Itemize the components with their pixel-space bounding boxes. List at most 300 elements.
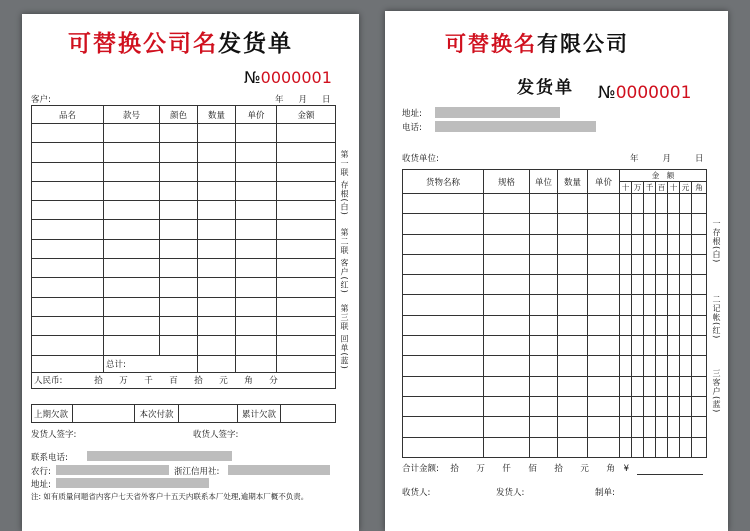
table-row [403, 437, 707, 457]
table-cell[interactable] [558, 396, 588, 416]
table-cell[interactable] [680, 214, 692, 234]
table-cell[interactable] [198, 162, 236, 181]
table-cell[interactable] [644, 417, 656, 437]
table-cell[interactable] [403, 356, 484, 376]
table-cell[interactable] [588, 336, 620, 356]
table-cell[interactable] [277, 124, 336, 143]
copy-label-2: 二记帐(红) [712, 295, 721, 340]
table-cell[interactable] [692, 356, 707, 376]
table-cell[interactable] [236, 278, 277, 297]
table-cell[interactable] [632, 254, 644, 274]
table-cell[interactable] [236, 162, 277, 181]
table-cell[interactable] [558, 437, 588, 457]
table-cell[interactable] [668, 254, 680, 274]
rmb-row [32, 372, 336, 388]
table-cell[interactable] [277, 259, 336, 278]
accum-balance-value[interactable] [281, 405, 336, 423]
table-cell[interactable] [656, 234, 668, 254]
table-cell[interactable] [32, 259, 104, 278]
table-cell[interactable] [558, 194, 588, 214]
table-cell[interactable] [644, 336, 656, 356]
table-cell[interactable] [104, 278, 160, 297]
table-cell[interactable] [198, 181, 236, 200]
total-cell[interactable] [198, 355, 236, 372]
table-cell[interactable] [530, 376, 558, 396]
table-cell[interactable] [236, 316, 277, 335]
table-row [32, 297, 336, 316]
table-cell[interactable] [692, 376, 707, 396]
table-cell[interactable] [620, 315, 632, 335]
table-cell[interactable] [620, 214, 632, 234]
table-cell[interactable] [588, 396, 620, 416]
table-cell[interactable] [198, 201, 236, 220]
column-header: 数量 [558, 170, 588, 194]
table-cell[interactable] [692, 194, 707, 214]
table-cell[interactable] [644, 234, 656, 254]
table-cell[interactable] [644, 396, 656, 416]
table-cell[interactable] [632, 396, 644, 416]
table-cell[interactable] [656, 194, 668, 214]
rmb-unit: 千 [144, 376, 153, 387]
table-cell[interactable] [403, 437, 484, 457]
table-cell[interactable] [668, 417, 680, 437]
amount-digit-header: 元 [680, 182, 692, 194]
table-cell[interactable] [588, 356, 620, 376]
table-cell[interactable] [656, 275, 668, 295]
table-cell[interactable] [656, 214, 668, 234]
amount-digit-header: 十 [620, 182, 632, 194]
table-cell[interactable] [403, 194, 484, 214]
table-cell[interactable] [644, 356, 656, 376]
table-cell[interactable] [277, 201, 336, 220]
table-cell[interactable] [236, 181, 277, 200]
table-cell[interactable] [620, 437, 632, 457]
table-cell[interactable] [644, 315, 656, 335]
total-amount-line [637, 474, 703, 475]
table-cell[interactable] [530, 396, 558, 416]
table-cell[interactable] [403, 396, 484, 416]
table-row [403, 315, 707, 335]
table-cell[interactable] [530, 437, 558, 457]
table-cell[interactable] [32, 201, 104, 220]
address-redacted [56, 478, 209, 488]
right-company-title [445, 31, 629, 57]
table-cell[interactable] [588, 437, 620, 457]
table-cell[interactable] [644, 275, 656, 295]
table-cell[interactable] [668, 194, 680, 214]
column-header: 品名 [32, 106, 104, 124]
table-cell[interactable] [680, 254, 692, 274]
table-row [32, 162, 336, 181]
table-cell[interactable] [680, 356, 692, 376]
table-cell[interactable] [198, 278, 236, 297]
table-cell[interactable] [620, 376, 632, 396]
table-cell[interactable] [277, 143, 336, 162]
date-month: 月 [662, 154, 672, 164]
table-cell[interactable] [558, 275, 588, 295]
right-invoice-sheet [385, 11, 728, 531]
table-cell[interactable] [656, 295, 668, 315]
table-cell[interactable] [588, 214, 620, 234]
amount-digit-header: 百 [656, 182, 668, 194]
table-cell[interactable] [558, 234, 588, 254]
table-cell[interactable] [160, 239, 198, 258]
table-cell[interactable] [32, 278, 104, 297]
table-cell[interactable] [32, 336, 104, 355]
table-cell[interactable] [668, 315, 680, 335]
document-title: 发货单 [218, 31, 293, 57]
yen-sign: ¥ [623, 464, 629, 474]
table-row [403, 417, 707, 437]
table-cell[interactable] [160, 278, 198, 297]
table-cell[interactable] [104, 259, 160, 278]
table-cell[interactable] [484, 356, 530, 376]
table-cell[interactable] [588, 234, 620, 254]
table-cell[interactable] [277, 239, 336, 258]
table-cell[interactable] [680, 376, 692, 396]
total-unit: 万 [476, 464, 485, 474]
table-cell[interactable] [160, 297, 198, 316]
table-cell[interactable] [484, 417, 530, 437]
table-cell[interactable] [632, 336, 644, 356]
table-cell[interactable] [668, 376, 680, 396]
table-cell[interactable] [632, 315, 644, 335]
amount-digit-header: 万 [632, 182, 644, 194]
table-cell[interactable] [620, 396, 632, 416]
table-cell[interactable] [277, 297, 336, 316]
table-cell[interactable] [530, 254, 558, 274]
table-cell[interactable] [198, 336, 236, 355]
table-cell[interactable] [644, 254, 656, 274]
table-cell[interactable] [198, 124, 236, 143]
table-cell[interactable] [160, 201, 198, 220]
phone-redacted [435, 121, 596, 132]
table-cell[interactable] [104, 336, 160, 355]
table-row [32, 143, 336, 162]
table-cell[interactable] [104, 181, 160, 200]
table-cell[interactable] [620, 234, 632, 254]
table-cell[interactable] [620, 254, 632, 274]
table-cell[interactable] [403, 275, 484, 295]
table-cell[interactable] [692, 437, 707, 457]
table-cell[interactable] [558, 254, 588, 274]
table-cell[interactable] [680, 275, 692, 295]
column-header: 单位 [530, 170, 558, 194]
rmb-unit: 拾 [194, 376, 203, 387]
table-cell[interactable] [484, 336, 530, 356]
address-redacted [435, 107, 560, 118]
table-cell[interactable] [236, 220, 277, 239]
total-unit: 拾 [450, 464, 459, 474]
table-cell[interactable] [530, 234, 558, 254]
table-cell[interactable] [530, 417, 558, 437]
table-cell[interactable] [588, 194, 620, 214]
table-cell[interactable] [668, 234, 680, 254]
table-cell[interactable] [668, 336, 680, 356]
table-cell[interactable] [484, 376, 530, 396]
date-label [630, 152, 710, 164]
table-cell[interactable] [160, 220, 198, 239]
table-cell[interactable] [692, 275, 707, 295]
table-cell[interactable] [32, 297, 104, 316]
table-cell[interactable] [484, 194, 530, 214]
table-cell[interactable] [277, 220, 336, 239]
table-cell[interactable] [198, 259, 236, 278]
column-header: 颜色 [160, 106, 198, 124]
table-cell[interactable] [32, 239, 104, 258]
table-cell[interactable] [104, 124, 160, 143]
table-cell[interactable] [558, 295, 588, 315]
table-cell[interactable] [692, 214, 707, 234]
table-cell[interactable] [632, 194, 644, 214]
table-cell[interactable] [558, 214, 588, 234]
table-cell[interactable] [680, 417, 692, 437]
table-cell[interactable] [160, 124, 198, 143]
table-cell[interactable] [632, 295, 644, 315]
table-row [32, 239, 336, 258]
table-cell[interactable] [632, 234, 644, 254]
table-cell[interactable] [160, 259, 198, 278]
table-cell[interactable] [692, 234, 707, 254]
table-cell[interactable] [530, 356, 558, 376]
table-cell[interactable] [530, 315, 558, 335]
table-cell[interactable] [656, 336, 668, 356]
company-suffix: 有限公司 [537, 32, 629, 56]
table-cell[interactable] [680, 315, 692, 335]
table-cell[interactable] [632, 376, 644, 396]
table-cell[interactable] [403, 336, 484, 356]
table-cell[interactable] [484, 396, 530, 416]
table-cell[interactable] [104, 297, 160, 316]
table-cell[interactable] [558, 336, 588, 356]
table-cell[interactable] [484, 234, 530, 254]
table-cell[interactable] [160, 181, 198, 200]
table-cell[interactable] [668, 295, 680, 315]
quality-note: 注: 如有质量问题省内客户七天省外客户十五天内联系本厂处理,逾期本厂概不负责。 [31, 492, 309, 501]
table-cell[interactable] [656, 254, 668, 274]
table-cell[interactable] [692, 336, 707, 356]
table-cell[interactable] [620, 295, 632, 315]
table-cell[interactable] [198, 220, 236, 239]
table-cell[interactable] [104, 162, 160, 181]
table-cell[interactable] [680, 295, 692, 315]
table-cell[interactable] [692, 417, 707, 437]
table-cell[interactable] [198, 297, 236, 316]
table-cell[interactable] [236, 124, 277, 143]
table-cell[interactable] [668, 214, 680, 234]
table-cell[interactable] [484, 275, 530, 295]
table-cell[interactable] [632, 417, 644, 437]
table-cell[interactable] [620, 194, 632, 214]
table-cell[interactable] [32, 143, 104, 162]
table-cell[interactable] [620, 356, 632, 376]
table-cell[interactable] [104, 316, 160, 335]
table-row [403, 275, 707, 295]
table-cell[interactable] [680, 437, 692, 457]
table-cell[interactable] [680, 234, 692, 254]
table-cell[interactable] [530, 214, 558, 234]
table-cell[interactable] [236, 143, 277, 162]
table-cell[interactable] [692, 396, 707, 416]
table-row [32, 201, 336, 220]
receiver-unit-label: 收货单位: [402, 154, 439, 164]
table-cell[interactable] [277, 336, 336, 355]
table-cell[interactable] [277, 278, 336, 297]
table-cell[interactable] [692, 315, 707, 335]
total-label: 总计: [104, 355, 198, 372]
table-cell[interactable] [198, 316, 236, 335]
table-cell[interactable] [484, 437, 530, 457]
table-cell[interactable] [403, 214, 484, 234]
table-cell[interactable] [656, 437, 668, 457]
table-cell[interactable] [32, 162, 104, 181]
table-cell[interactable] [236, 336, 277, 355]
rmb-unit: 元 [219, 376, 228, 387]
table-cell[interactable] [692, 295, 707, 315]
table-cell[interactable] [680, 194, 692, 214]
bank2-account-redacted [228, 465, 330, 475]
table-cell[interactable] [656, 417, 668, 437]
table-cell[interactable] [236, 201, 277, 220]
table-cell[interactable] [104, 143, 160, 162]
table-row [403, 234, 707, 254]
table-cell[interactable] [403, 315, 484, 335]
maker-label: 制单: [595, 488, 615, 498]
table-cell[interactable] [588, 275, 620, 295]
table-cell[interactable] [160, 162, 198, 181]
table-cell[interactable] [588, 315, 620, 335]
table-cell[interactable] [620, 275, 632, 295]
table-cell[interactable] [484, 254, 530, 274]
rmb-unit: 百 [169, 376, 178, 387]
table-cell[interactable] [632, 275, 644, 295]
table-row [403, 254, 707, 274]
table-row [403, 295, 707, 315]
bank-label: 农行: [31, 467, 51, 477]
rmb-unit: 角 [244, 376, 253, 387]
total-amount-row [402, 462, 706, 474]
table-cell[interactable] [558, 315, 588, 335]
company-name-placeholder: 可替换名 [445, 32, 537, 56]
table-cell[interactable] [668, 356, 680, 376]
rmb-unit: 拾 [94, 376, 103, 387]
table-cell[interactable] [277, 162, 336, 181]
table-cell[interactable] [403, 417, 484, 437]
table-cell[interactable] [644, 295, 656, 315]
table-cell[interactable] [530, 275, 558, 295]
table-cell[interactable] [620, 417, 632, 437]
receiver-sign-label: 收货人签字: [193, 430, 239, 440]
table-cell[interactable] [558, 356, 588, 376]
amount-digit-header: 千 [644, 182, 656, 194]
table-cell[interactable] [277, 316, 336, 335]
table-row [403, 396, 707, 416]
table-cell[interactable] [588, 254, 620, 274]
table-cell[interactable] [668, 437, 680, 457]
table-cell[interactable] [484, 295, 530, 315]
table-cell[interactable] [104, 239, 160, 258]
total-amount-label: 合计金额: [402, 464, 439, 474]
table-cell[interactable] [588, 295, 620, 315]
total-cell[interactable] [277, 355, 336, 372]
left-title [68, 30, 293, 58]
table-cell[interactable] [680, 396, 692, 416]
table-cell[interactable] [403, 234, 484, 254]
table-cell[interactable] [656, 315, 668, 335]
table-cell[interactable] [484, 214, 530, 234]
table-row [403, 194, 707, 214]
table-cell[interactable] [403, 254, 484, 274]
table-cell[interactable] [104, 220, 160, 239]
table-row [403, 376, 707, 396]
table-cell[interactable] [656, 376, 668, 396]
table-cell[interactable] [530, 336, 558, 356]
table-cell[interactable] [644, 194, 656, 214]
table-cell[interactable] [632, 214, 644, 234]
table-cell[interactable] [160, 336, 198, 355]
table-cell[interactable] [530, 295, 558, 315]
table-cell[interactable] [32, 316, 104, 335]
table-cell[interactable] [236, 239, 277, 258]
table-cell[interactable] [558, 376, 588, 396]
table-cell[interactable] [160, 316, 198, 335]
table-cell[interactable] [530, 194, 558, 214]
date-day: 日 [695, 154, 704, 164]
table-cell[interactable] [558, 417, 588, 437]
table-cell[interactable] [236, 297, 277, 316]
table-cell[interactable] [160, 143, 198, 162]
table-cell[interactable] [692, 254, 707, 274]
table-row [403, 214, 707, 234]
table-cell[interactable] [32, 181, 104, 200]
table-row [32, 181, 336, 200]
column-header: 单价 [588, 170, 620, 194]
total-amount-units [442, 464, 629, 474]
table-cell[interactable] [403, 376, 484, 396]
table-cell[interactable] [680, 336, 692, 356]
column-header: 数量 [198, 106, 236, 124]
prev-balance-value[interactable] [73, 405, 135, 423]
document-title: 发货单 [517, 78, 574, 98]
table-cell[interactable] [668, 275, 680, 295]
table-cell[interactable] [104, 201, 160, 220]
table-cell[interactable] [632, 356, 644, 376]
table-cell[interactable] [32, 124, 104, 143]
table-cell[interactable] [588, 376, 620, 396]
total-unit: 元 [580, 464, 589, 474]
table-cell[interactable] [32, 220, 104, 239]
total-cell[interactable] [236, 355, 277, 372]
table-cell[interactable] [277, 181, 336, 200]
table-cell[interactable] [644, 376, 656, 396]
table-cell[interactable] [644, 437, 656, 457]
table-cell[interactable] [588, 417, 620, 437]
table-cell[interactable] [668, 396, 680, 416]
table-cell[interactable] [198, 143, 236, 162]
table-cell[interactable] [656, 396, 668, 416]
shipper-label: 发货人: [496, 488, 525, 498]
table-cell[interactable] [403, 295, 484, 315]
table-cell[interactable] [644, 214, 656, 234]
total-unit: 拾 [554, 464, 563, 474]
table-cell[interactable] [198, 239, 236, 258]
table-cell[interactable] [236, 259, 277, 278]
table-cell[interactable] [484, 315, 530, 335]
table-cell[interactable] [656, 356, 668, 376]
payment-value[interactable] [179, 405, 238, 423]
table-cell[interactable] [620, 336, 632, 356]
table-cell[interactable] [632, 437, 644, 457]
